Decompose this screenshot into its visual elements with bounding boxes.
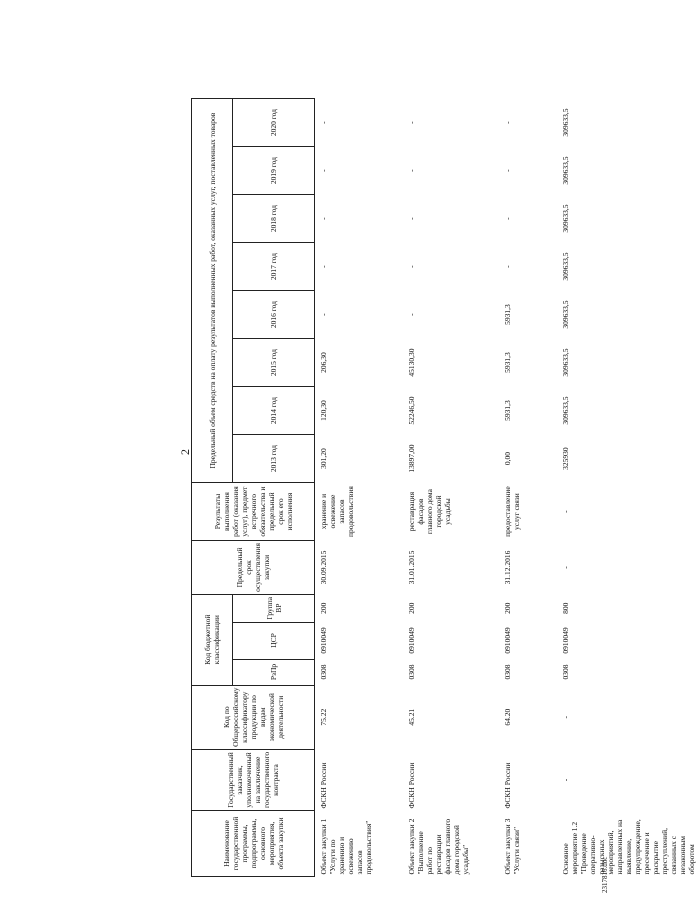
header-vr: Группа ВР — [233, 594, 315, 622]
row-rzpr: 0308 — [319, 664, 328, 680]
header-year-2019: 2019 год — [233, 147, 315, 195]
row-name: Объект закупки 1 "Услуги по хранению и освежению запасов продовольствия" — [319, 818, 373, 875]
table-row — [499, 99, 557, 877]
row-value-2020: - — [502, 121, 512, 124]
row-value-2015: 206,30 — [319, 352, 328, 373]
row-value-2019: - — [319, 169, 328, 172]
header-year-2013: 2013 год — [233, 435, 315, 483]
row-value-2015: 309633,5 — [560, 348, 570, 377]
row-value-2014: 309633,5 — [560, 396, 570, 425]
header-year-2017: 2017 год — [233, 243, 315, 291]
row-deadline: 30.09.2015 — [319, 550, 328, 585]
table-row — [403, 99, 499, 877]
row-value-2017: - — [502, 265, 512, 268]
row-rzpr: 0308 — [406, 664, 416, 680]
row-value-2013: 325930 — [560, 447, 570, 470]
row-customer: ФСКН России — [406, 762, 416, 809]
header-results: Результаты выполнения работ (оказания услуг), предмет встречного обязательства и предельный срок его исполнения — [192, 483, 315, 541]
row-okpd: 75.22 — [319, 708, 328, 726]
row-csr: 0910049 — [319, 627, 328, 654]
row-value-2019: - — [406, 169, 416, 172]
row-value-2015: 45130,30 — [406, 348, 416, 377]
row-value-2020: - — [406, 121, 416, 124]
header-year-2020: 2020 год — [233, 99, 315, 147]
row-csr: 0910049 — [560, 627, 570, 654]
row-value-2019: - — [502, 169, 512, 172]
row-value-2016: - — [319, 313, 328, 316]
row-okpd: 64.20 — [502, 708, 512, 726]
row-value-2015: 5931,3 — [502, 352, 512, 373]
row-customer: - — [560, 778, 570, 782]
table-body — [315, 99, 698, 877]
header-deadline: Предельный срок осуществления закупки — [192, 541, 315, 595]
header-name: Наименование государственной программы, подпрограммы, основного мероприятия, объекта закупки — [192, 811, 315, 877]
table-row — [557, 99, 698, 877]
row-value-2018: - — [502, 217, 512, 220]
row-rzpr: 0308 — [502, 664, 512, 680]
row-value-2014: 120,30 — [319, 400, 328, 421]
row-deadline: 31.01.2015 — [406, 550, 416, 585]
header-volume: Предельный объем средств на оплату результатов выполненных работ, оказанных услуг, поставленных товаров — [192, 99, 233, 483]
row-name: Объект закупки 3 "Услуги связи" — [502, 818, 521, 875]
row-value-2013: 13897,00 — [406, 444, 416, 473]
row-csr: 0910049 — [406, 627, 416, 654]
row-value-2013: 0,00 — [502, 452, 512, 466]
header-budget-code: Код бюджетной классификации — [192, 594, 233, 685]
row-results: - — [560, 510, 570, 513]
row-value-2018: 309633,5 — [560, 204, 570, 233]
row-deadline: - — [560, 566, 570, 569]
row-vr: 200 — [406, 602, 416, 614]
row-value-2019: 309633,5 — [560, 156, 570, 185]
row-customer: ФСКН России — [502, 762, 512, 809]
row-value-2020: 309633,5 — [560, 108, 570, 137]
row-okpd: - — [560, 715, 570, 719]
row-value-2013: 301,20 — [319, 448, 328, 469]
header-year-2014: 2014 год — [233, 387, 315, 435]
row-value-2018: - — [406, 217, 416, 220]
row-okpd: 45.21 — [406, 708, 416, 726]
header-year-2016: 2016 год — [233, 291, 315, 339]
row-value-2016: - — [406, 313, 416, 316]
footer-doc-name: 2317816.doc — [601, 856, 609, 893]
row-customer: ФСКН России — [319, 762, 328, 809]
row-results: предоставление услуг связи — [502, 486, 521, 537]
row-results: хранение и освежение запасов продовольствия — [319, 486, 355, 537]
row-results: реставрация фасадов главного дома городской усадьбы — [406, 489, 452, 535]
procurement-table — [191, 98, 698, 877]
table-row — [315, 99, 403, 877]
row-vr: 200 — [319, 602, 328, 614]
page-number: 2 — [178, 449, 192, 455]
row-value-2017: - — [319, 265, 328, 268]
header-okpd: Код по Общероссийскому классификатору продукции по видам экономической деятельности — [192, 685, 315, 749]
header-rzpr: РзПр — [233, 659, 315, 685]
row-value-2018: - — [319, 217, 328, 220]
row-csr: 0910049 — [502, 627, 512, 654]
row-vr: 200 — [502, 602, 512, 614]
header-csr: ЦСР — [233, 622, 315, 659]
row-deadline: 31.12.2016 — [502, 550, 512, 585]
row-value-2016: 5931,3 — [502, 304, 512, 325]
row-value-2017: - — [406, 265, 416, 268]
row-value-2017: 309633,5 — [560, 252, 570, 281]
header-year-2018: 2018 год — [233, 195, 315, 243]
header-customer: Государственный заказчик, уполномоченный на заключение государственного контракта — [192, 749, 315, 810]
row-value-2020: - — [319, 121, 328, 124]
header-year-2015: 2015 год — [233, 339, 315, 387]
row-value-2016: 309633,5 — [560, 300, 570, 329]
row-name: Основное мероприятие 1.2 "Проведение оперативно-разыскных мероприятий, направленных на выявление, предупреждение, пресечение и раскрытие преступлений, связанных с незаконным оборотом — [560, 819, 696, 875]
row-name: Объект закупки 2 "Выполнение работ по реставрации фасадов главного дома городской усадьбы" — [406, 818, 470, 875]
row-value-2014: 52246,50 — [406, 396, 416, 425]
row-vr: 800 — [560, 602, 570, 614]
row-value-2014: 5931,3 — [502, 400, 512, 421]
row-rzpr: 0308 — [560, 664, 570, 680]
